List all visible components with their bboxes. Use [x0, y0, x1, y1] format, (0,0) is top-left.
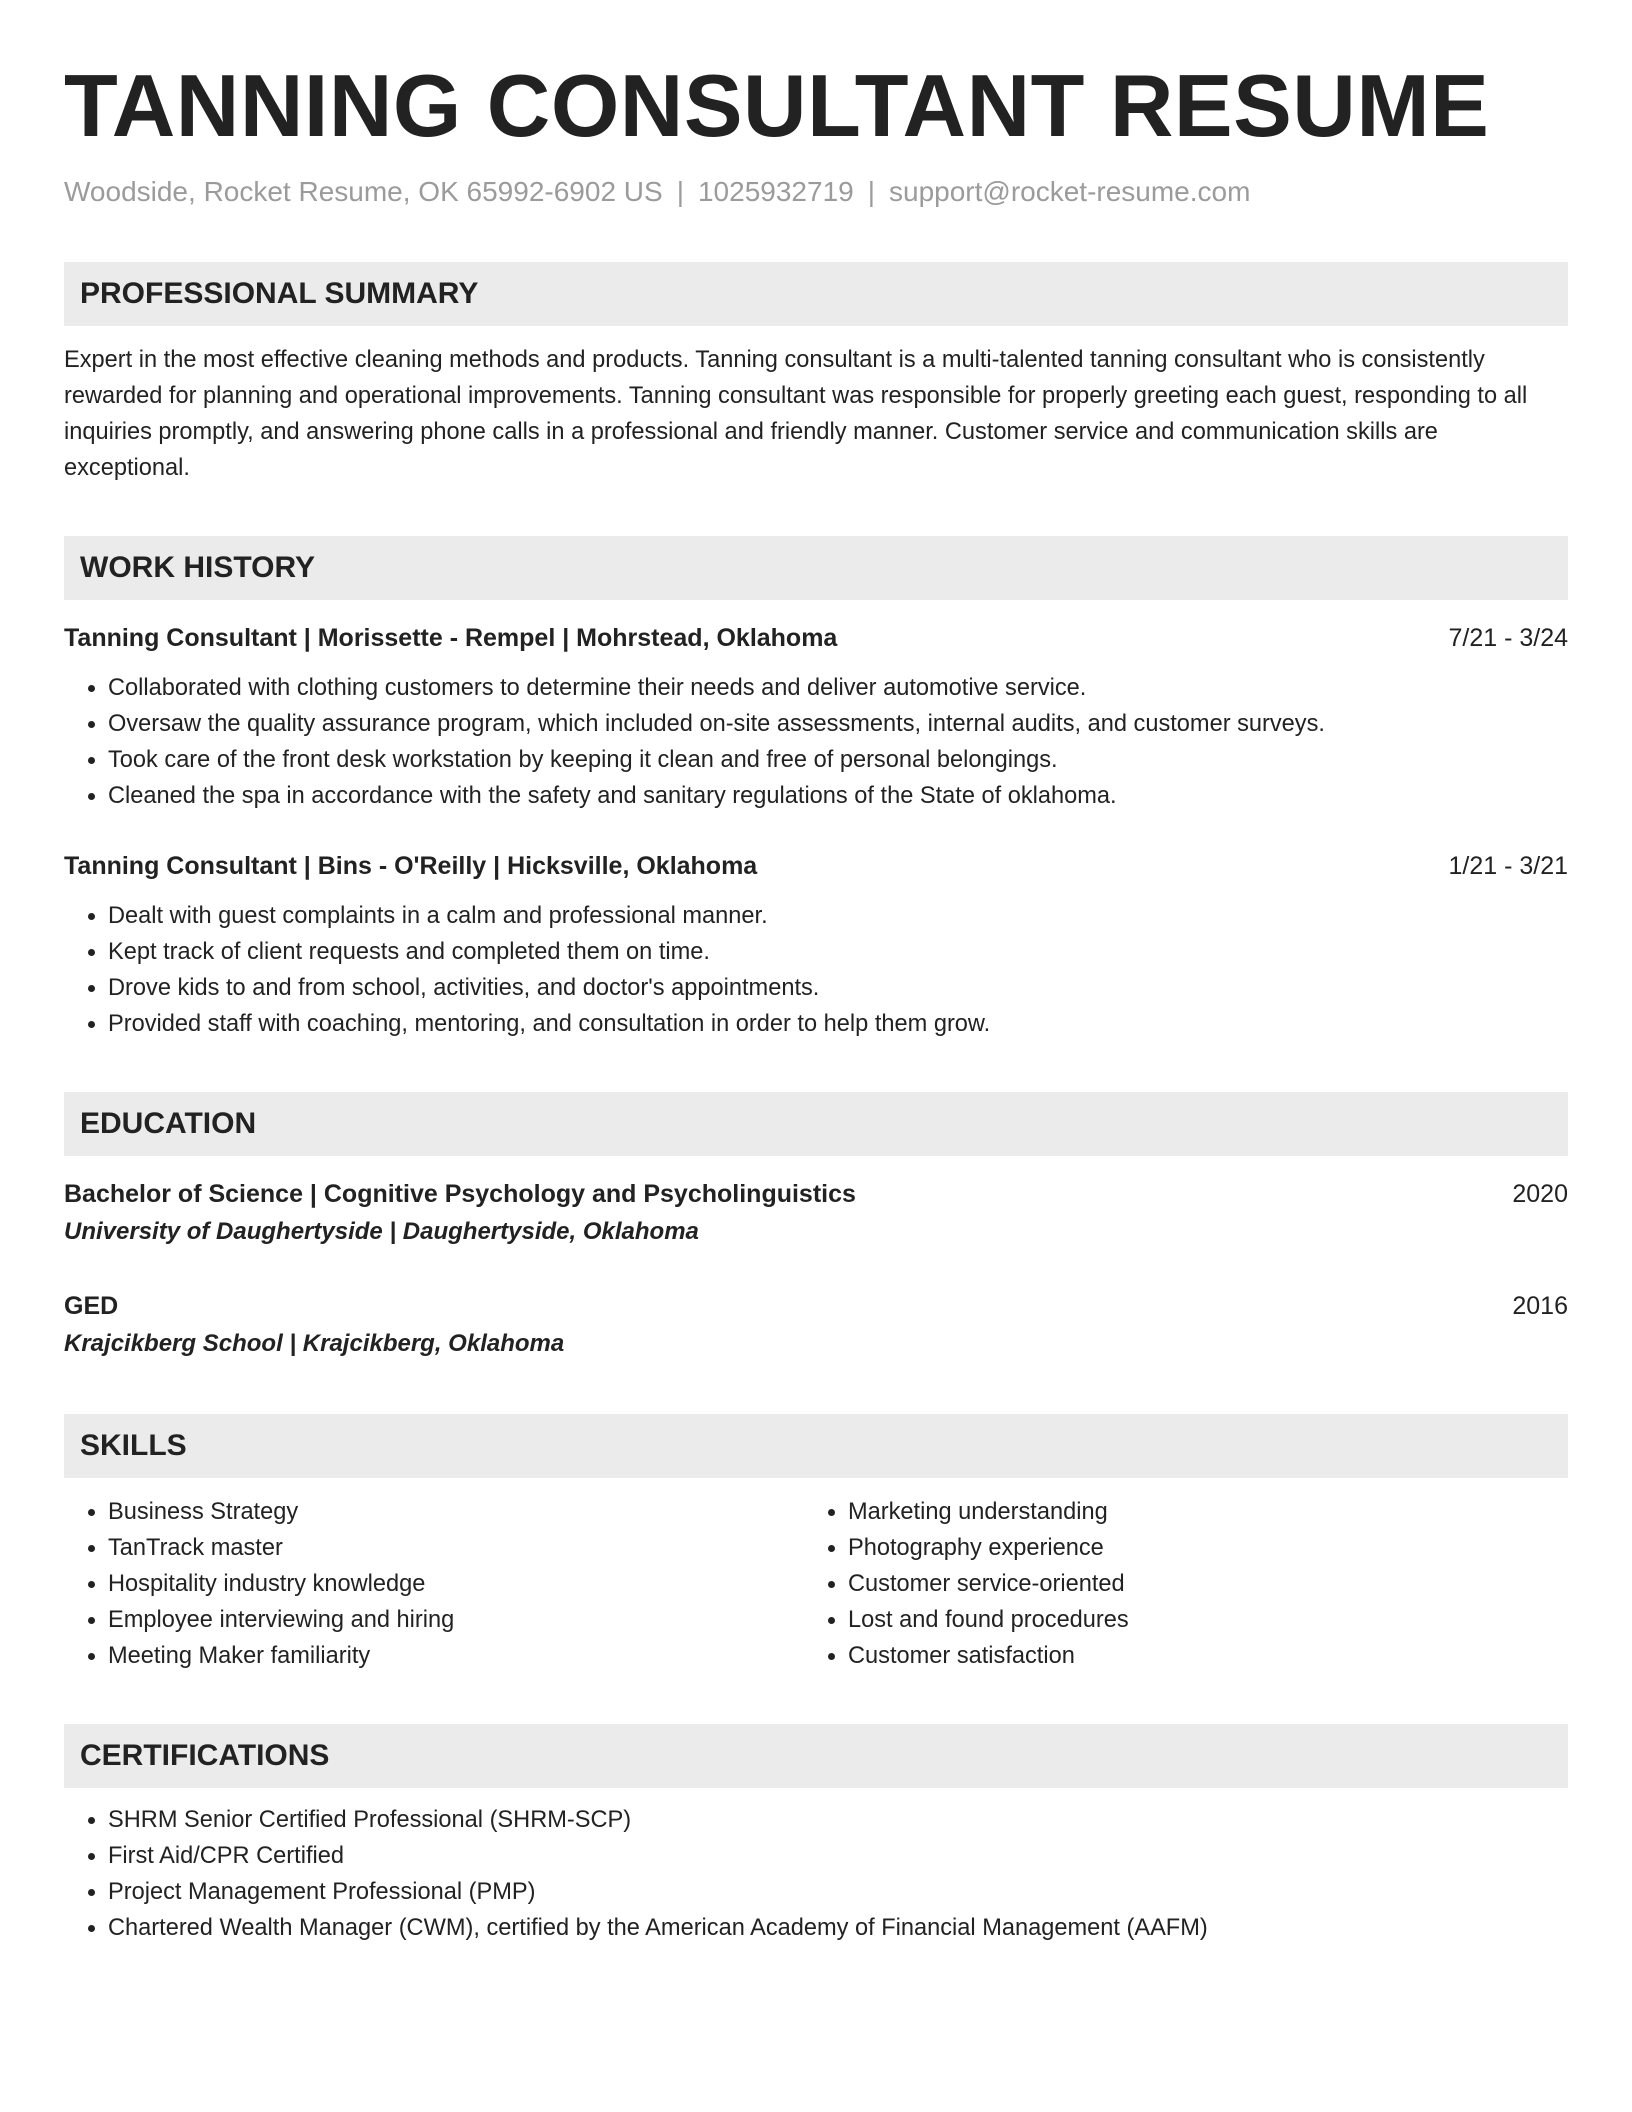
certification-item: • First Aid/CPR Certified — [108, 1838, 1568, 1874]
section-header-certifications: CERTIFICATIONS — [64, 1724, 1568, 1788]
job-dates: 7/21 - 3/24 — [1448, 624, 1568, 652]
education-header — [64, 1288, 1568, 1324]
job-bullet: • Cleaned the spa in accordance with the safety and sanitary regulations of the State of oklahoma. — [108, 778, 1568, 814]
resume-title: TANNING CONSULTANT RESUME — [64, 56, 1490, 155]
contact-line — [64, 174, 1568, 210]
job-bullets — [64, 898, 1568, 1042]
job-entry — [64, 848, 1568, 1042]
skill-item: • Meeting Maker familiarity — [108, 1638, 804, 1674]
job-header — [64, 848, 1568, 884]
job-dates: 1/21 - 3/21 — [1448, 852, 1568, 880]
section-header-summary: PROFESSIONAL SUMMARY — [64, 262, 1568, 326]
job-bullet: • Oversaw the quality assurance program, which included on-site assessments, internal audits, and customer surveys. — [108, 706, 1568, 742]
section-header-skills: SKILLS — [64, 1414, 1568, 1478]
skill-item: • Customer satisfaction — [848, 1638, 1544, 1674]
education-degree: GED — [64, 1292, 119, 1320]
job-bullet: • Dealt with guest complaints in a calm and professional manner. — [108, 898, 1568, 934]
skill-item: • Business Strategy — [108, 1494, 804, 1530]
education-school: Krajcikberg School | Krajcikberg, Oklahoma — [64, 1330, 565, 1357]
section-header-education: EDUCATION — [64, 1092, 1568, 1156]
education-year: 2020 — [1512, 1180, 1568, 1208]
skill-item: • Hospitality industry knowledge — [108, 1566, 804, 1602]
job-bullet: • Kept track of client requests and completed them on time. — [108, 934, 1568, 970]
education-entry — [64, 1176, 1568, 1252]
job-bullet: • Collaborated with clothing customers to determine their needs and deliver automotive service. — [108, 670, 1568, 706]
skill-item: • TanTrack master — [108, 1530, 804, 1566]
education-degree: Bachelor of Science | Cognitive Psychology and Psycholinguistics — [64, 1180, 856, 1208]
contact-email: support@rocket-resume.com — [889, 176, 1251, 207]
contact-separator: | — [676, 176, 684, 207]
education-school: University of Daughertyside | Daughertyside, Oklahoma — [64, 1218, 699, 1245]
summary-text: Expert in the most effective cleaning methods and products. Tanning consultant is a multi-talented tanning consultant who is consistently rewarded for planning and operational improvements. Tanning consultant was responsible for properly greeting each guest, responding to all inquiries promptly, and answering phone calls in a professional and friendly manner. Customer service and communication skills are exceptional. — [64, 347, 1528, 481]
certification-item: • Project Management Professional (PMP) — [108, 1874, 1568, 1910]
job-bullet: • Drove kids to and from school, activities, and doctor's appointments. — [108, 970, 1568, 1006]
skills-list — [64, 1494, 1568, 1674]
job-header — [64, 620, 1568, 656]
certifications-list — [64, 1802, 1568, 1946]
skill-item: • Photography experience — [848, 1530, 1544, 1566]
skill-item: • Employee interviewing and hiring — [108, 1602, 804, 1638]
job-title: Tanning Consultant | Morissette - Rempel | Mohrstead, Oklahoma — [64, 624, 838, 652]
education-header — [64, 1176, 1568, 1212]
skills-column-left — [64, 1494, 804, 1674]
certification-item: • Chartered Wealth Manager (CWM), certified by the American Academy of Financial Management (AAFM) — [108, 1910, 1568, 1946]
education-year: 2016 — [1512, 1292, 1568, 1320]
contact-separator: | — [867, 176, 875, 207]
education-entry — [64, 1288, 1568, 1364]
certification-item: • SHRM Senior Certified Professional (SHRM-SCP) — [108, 1802, 1568, 1838]
job-bullets — [64, 670, 1568, 814]
job-bullet: • Took care of the front desk workstation by keeping it clean and free of personal belongings. — [108, 742, 1568, 778]
section-header-work-history: WORK HISTORY — [64, 536, 1568, 600]
job-bullet: • Provided staff with coaching, mentoring, and consultation in order to help them grow. — [108, 1006, 1568, 1042]
skills-column-right — [804, 1494, 1544, 1674]
skill-item: • Marketing understanding — [848, 1494, 1544, 1530]
job-entry — [64, 620, 1568, 814]
contact-phone: 1025932719 — [697, 176, 854, 207]
job-title: Tanning Consultant | Bins - O'Reilly | Hicksville, Oklahoma — [64, 852, 758, 880]
skill-item: • Customer service-oriented — [848, 1566, 1544, 1602]
contact-address: Woodside, Rocket Resume, OK 65992-6902 US — [64, 176, 663, 207]
skill-item: • Lost and found procedures — [848, 1602, 1544, 1638]
